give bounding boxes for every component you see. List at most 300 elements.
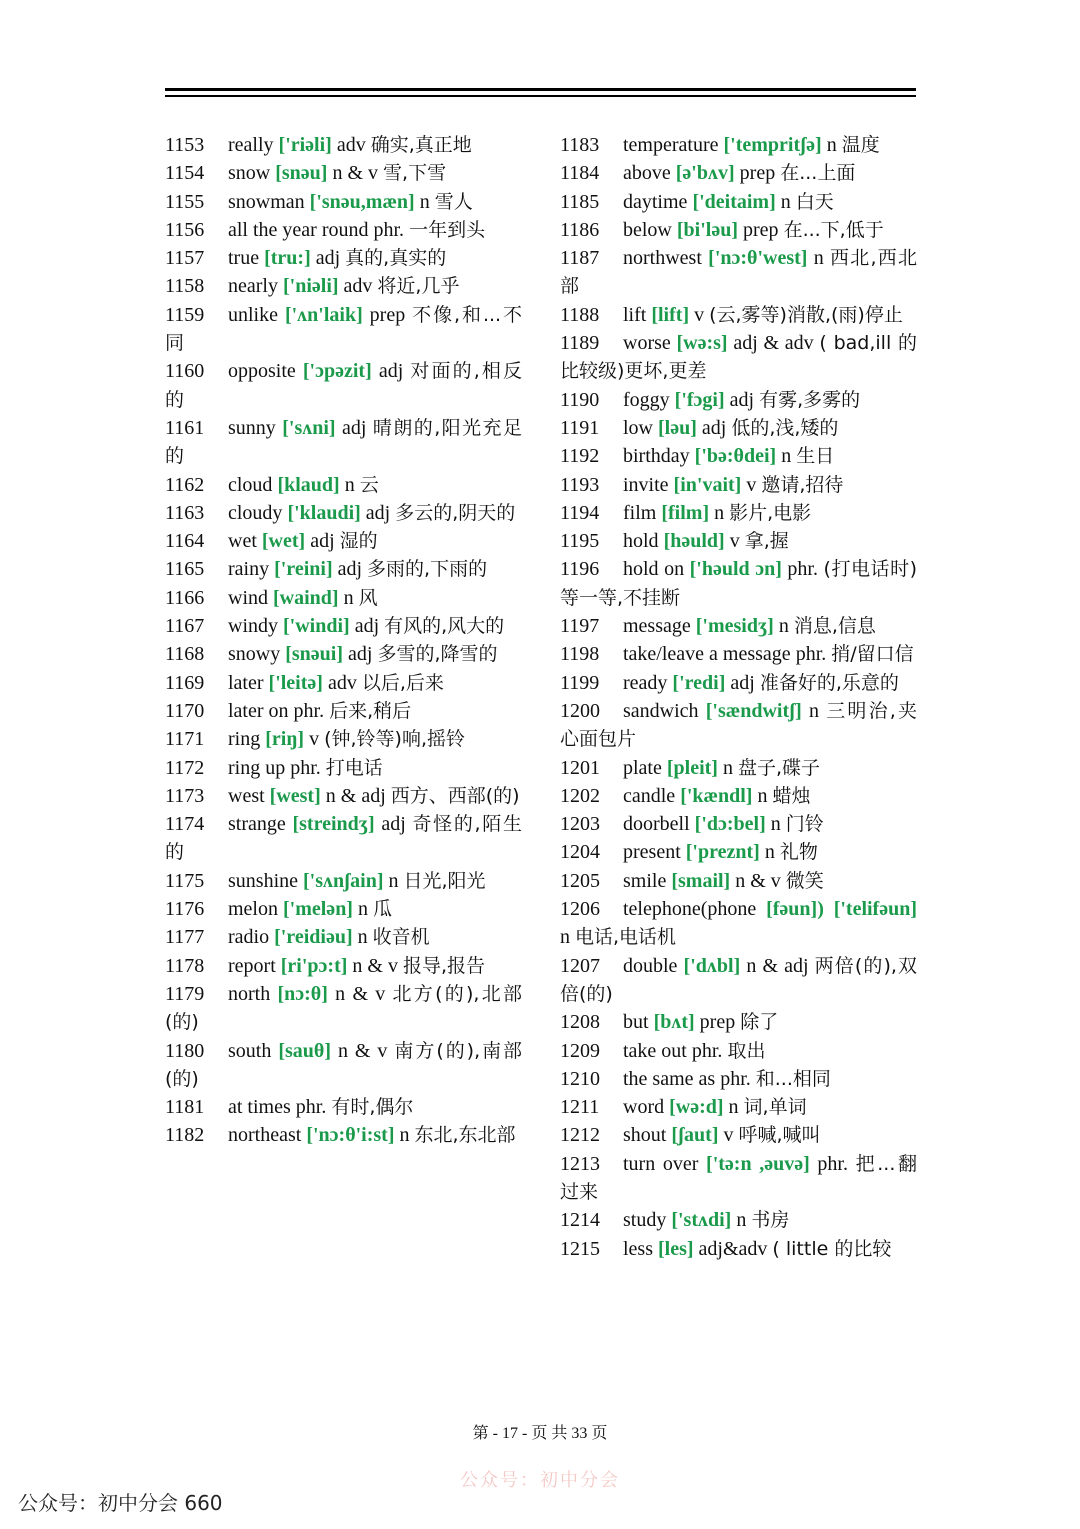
entry-number: 1155 bbox=[165, 190, 205, 213]
entry-pos: n bbox=[419, 190, 430, 213]
entry-meaning: 瓜 bbox=[372, 898, 392, 921]
entry-number: 1192 bbox=[560, 445, 600, 468]
entry-meaning: ( bad,ill 的比较级)更坏,更差 bbox=[560, 332, 918, 383]
entry-number: 1162 bbox=[165, 473, 205, 496]
entry-pos: adj bbox=[730, 671, 755, 694]
entry-number: 1158 bbox=[165, 275, 205, 298]
entry-number: 1206 bbox=[560, 898, 600, 921]
vocab-entry bbox=[165, 725, 522, 753]
vocab-entry bbox=[560, 952, 917, 1009]
entry-phonetic: [nɔ:θ] bbox=[277, 982, 328, 1005]
vocab-entry bbox=[560, 669, 917, 697]
vocab-entry bbox=[560, 640, 917, 668]
entry-phonetic: [bʌt] bbox=[653, 1011, 695, 1034]
entry-pos: v bbox=[729, 530, 740, 553]
entry-phonetic: [həuld] bbox=[663, 530, 725, 553]
entry-word: double bbox=[623, 954, 678, 977]
entry-number: 1188 bbox=[560, 303, 600, 326]
entry-pos: adj bbox=[378, 360, 404, 383]
entry-number: 1190 bbox=[560, 388, 600, 411]
entry-meaning: 电话,电话机 bbox=[575, 926, 677, 949]
entry-pos: n & v bbox=[735, 869, 781, 892]
entry-meaning: 把...翻过来 bbox=[560, 1152, 918, 1203]
entry-word: invite bbox=[623, 473, 669, 496]
entry-meaning: 取出 bbox=[727, 1039, 766, 1062]
vocab-entry bbox=[165, 244, 522, 272]
vocab-entry bbox=[165, 782, 522, 810]
entry-word: at times bbox=[228, 1096, 291, 1119]
entry-word: melon bbox=[228, 898, 278, 921]
entry-meaning: 两倍(的),双倍(的) bbox=[560, 954, 918, 1005]
entry-meaning: 多雨的,下雨的 bbox=[367, 558, 488, 581]
entry-phonetic: [west] bbox=[269, 784, 321, 807]
left-column bbox=[165, 131, 522, 1150]
entry-phonetic: ['mesidʒ] bbox=[695, 615, 774, 638]
vocab-entry bbox=[165, 131, 522, 159]
entry-phonetic: ['riəli] bbox=[278, 134, 332, 156]
entry-phonetic: ['preznt] bbox=[685, 841, 760, 864]
vocab-entry bbox=[165, 357, 522, 414]
entry-phonetic: ['ɔpəzit] bbox=[302, 360, 372, 383]
entry-meaning: 报导,报告 bbox=[402, 954, 486, 977]
watermark-left: 公众号：初中分会 660 bbox=[18, 1491, 223, 1515]
entry-word: take out bbox=[623, 1039, 687, 1062]
vocab-entry bbox=[165, 414, 522, 471]
vocab-entry bbox=[560, 159, 917, 187]
entry-pos: phr. bbox=[795, 643, 827, 666]
entry-number: 1204 bbox=[560, 841, 600, 864]
entry-word: report bbox=[228, 954, 276, 977]
entry-word: rainy bbox=[228, 558, 270, 581]
entry-number: 1161 bbox=[165, 416, 205, 439]
entry-number: 1171 bbox=[165, 728, 205, 751]
entry-meaning: 多雪的,降雪的 bbox=[377, 643, 498, 666]
entry-word: opposite bbox=[228, 360, 296, 383]
vocab-entry bbox=[560, 612, 917, 640]
entry-number: 1172 bbox=[165, 756, 205, 779]
entry-phonetic: ['dʌbl] bbox=[683, 954, 741, 977]
entry-meaning: 真的,真实的 bbox=[345, 247, 447, 270]
entry-phonetic: ['nɔ:θ'west] bbox=[708, 247, 808, 270]
entry-number: 1170 bbox=[165, 699, 205, 722]
vocab-entry bbox=[165, 272, 522, 300]
entry-pos: n bbox=[770, 813, 781, 836]
entry-word: ready bbox=[623, 671, 668, 694]
entry-number: 1185 bbox=[560, 190, 600, 213]
entry-phonetic: ['reidiəu] bbox=[274, 926, 353, 949]
entry-meaning: 礼物 bbox=[779, 841, 818, 864]
entry-number: 1191 bbox=[560, 416, 600, 439]
vocab-entry bbox=[165, 697, 522, 725]
entry-meaning: 温度 bbox=[841, 134, 880, 156]
entry-number: 1201 bbox=[560, 756, 600, 779]
entry-meaning: 门铃 bbox=[785, 813, 824, 836]
entry-number: 1176 bbox=[165, 898, 205, 921]
vocab-entry bbox=[165, 923, 522, 951]
entry-word: low bbox=[623, 416, 653, 439]
entry-number: 1168 bbox=[165, 643, 205, 666]
vocab-entry bbox=[560, 697, 917, 754]
entry-number: 1199 bbox=[560, 671, 600, 694]
entry-number: 1154 bbox=[165, 162, 205, 185]
vocab-entry bbox=[165, 810, 522, 867]
vocab-entry bbox=[560, 216, 917, 244]
entry-pos: n bbox=[826, 134, 837, 156]
entry-meaning: 除了 bbox=[740, 1011, 779, 1034]
entry-meaning: 打电话 bbox=[325, 756, 383, 779]
entry-phonetic: [klaud] bbox=[277, 473, 340, 496]
entry-pos: n & v bbox=[335, 982, 386, 1005]
entry-phonetic: [waind] bbox=[273, 586, 339, 609]
entry-number: 1210 bbox=[560, 1067, 600, 1090]
entry-word: shout bbox=[623, 1124, 667, 1147]
vocab-entry bbox=[165, 640, 522, 668]
entry-meaning: 有雾,多雾的 bbox=[759, 388, 861, 411]
entry-word: message bbox=[623, 615, 691, 638]
vocab-entry bbox=[560, 301, 917, 329]
entry-word: later on bbox=[228, 699, 289, 722]
entry-meaning: 影片,电影 bbox=[729, 501, 812, 524]
entry-word: plate bbox=[623, 756, 662, 779]
entry-word: sunshine bbox=[228, 869, 298, 892]
vocab-entry bbox=[560, 442, 917, 470]
entry-pos: n bbox=[344, 473, 355, 496]
entry-pos: n bbox=[722, 756, 733, 779]
entry-phonetic: [snəu] bbox=[275, 162, 328, 185]
entry-meaning: 不像,和...不同 bbox=[165, 303, 522, 355]
entry-meaning: 蜡烛 bbox=[772, 784, 811, 807]
entry-pos: phr. bbox=[787, 558, 818, 581]
entry-meaning: 东北,东北部 bbox=[414, 1124, 516, 1147]
entry-word: less bbox=[623, 1237, 653, 1260]
entry-pos: adj bbox=[342, 416, 367, 439]
entry-meaning: 在...下,低于 bbox=[783, 218, 884, 241]
entry-number: 1169 bbox=[165, 671, 205, 694]
entry-number: 1178 bbox=[165, 954, 205, 977]
entry-number: 1164 bbox=[165, 530, 205, 553]
entry-pos: adj bbox=[729, 388, 755, 411]
entry-phonetic: ['bə:θdei] bbox=[694, 445, 777, 468]
entry-phonetic: ['klaudi] bbox=[287, 501, 361, 524]
entry-pos: n bbox=[560, 926, 570, 949]
entry-word: really bbox=[228, 134, 274, 156]
entry-pos: n & v bbox=[352, 954, 398, 977]
entry-pos: adj bbox=[310, 530, 335, 553]
vocab-entry bbox=[165, 216, 522, 244]
entry-pos: n bbox=[399, 1124, 410, 1147]
entry-number: 1186 bbox=[560, 218, 600, 241]
vocab-entry bbox=[560, 782, 917, 810]
entry-meaning: 南方(的),南部(的) bbox=[165, 1039, 523, 1090]
entry-pos: prep bbox=[369, 303, 406, 326]
entry-number: 1167 bbox=[165, 615, 205, 638]
entry-word: northwest bbox=[623, 247, 702, 270]
vocab-entry bbox=[560, 1121, 917, 1149]
entry-meaning: 后来,稍后 bbox=[329, 699, 412, 722]
vocab-entry bbox=[165, 159, 522, 187]
entry-word: daytime bbox=[623, 190, 688, 213]
entry-pos: adj bbox=[365, 501, 391, 524]
entry-phonetic: [pleit] bbox=[666, 756, 718, 779]
entry-meaning: 有时,偶尔 bbox=[331, 1096, 414, 1119]
entry-pos: phr. bbox=[373, 218, 405, 241]
right-column bbox=[560, 131, 917, 1263]
entry-word: snowy bbox=[228, 643, 281, 666]
entry-pos: n bbox=[757, 784, 768, 807]
entry-pos: n bbox=[736, 1209, 747, 1232]
entry-word: wind bbox=[228, 586, 268, 609]
vocab-entry bbox=[560, 838, 917, 866]
entry-word: cloud bbox=[228, 473, 273, 496]
entry-pos: adj bbox=[315, 247, 341, 270]
entry-phonetic: [ə'bʌv] bbox=[675, 162, 735, 185]
vocab-entry bbox=[165, 527, 522, 555]
vocab-entry bbox=[560, 499, 917, 527]
entry-number: 1196 bbox=[560, 558, 600, 581]
entry-meaning: (打电话时)等一等,不挂断 bbox=[560, 558, 918, 609]
entry-number: 1180 bbox=[165, 1039, 205, 1062]
entry-number: 1193 bbox=[560, 473, 600, 496]
entry-word: radio bbox=[228, 926, 270, 949]
entry-word: later bbox=[228, 671, 264, 694]
entry-word: study bbox=[623, 1209, 667, 1232]
entry-phonetic: [streindʒ] bbox=[292, 813, 375, 836]
entry-meaning: 晴朗的,阳光充足的 bbox=[165, 416, 522, 468]
vocab-entry bbox=[560, 810, 917, 838]
vocab-entry bbox=[165, 754, 522, 782]
entry-pos: prep bbox=[699, 1011, 736, 1034]
entry-meaning: 拿,握 bbox=[744, 530, 789, 553]
entry-pos: n bbox=[778, 615, 789, 638]
entry-word: sandwich bbox=[623, 699, 699, 722]
entry-meaning: 西方、西部(的) bbox=[390, 784, 520, 807]
entry-phonetic: [ʃaut] bbox=[671, 1124, 719, 1147]
entry-word: take/leave a message bbox=[623, 643, 791, 666]
entry-number: 1209 bbox=[560, 1039, 600, 1062]
entry-word: film bbox=[623, 501, 657, 524]
entry-pos: phr. bbox=[691, 1039, 723, 1062]
vocab-entry bbox=[560, 188, 917, 216]
entry-word: snow bbox=[228, 162, 271, 185]
entry-phonetic: ['stʌdi] bbox=[671, 1209, 732, 1232]
entry-phonetic: [in'vait] bbox=[673, 473, 742, 496]
entry-phonetic: ['sʌnʃain] bbox=[303, 869, 384, 892]
entry-phonetic: ['tempritʃə] bbox=[723, 134, 822, 156]
entry-meaning: 雪,下雪 bbox=[383, 162, 447, 185]
entry-pos: adj bbox=[337, 558, 363, 581]
entry-number: 1187 bbox=[560, 247, 600, 270]
vocab-entry bbox=[560, 555, 917, 612]
entry-number: 1212 bbox=[560, 1124, 600, 1147]
entry-number: 1174 bbox=[165, 813, 205, 836]
entry-pos: n bbox=[780, 190, 791, 213]
entry-number: 1160 bbox=[165, 360, 205, 383]
vocab-entry bbox=[165, 471, 522, 499]
entry-phonetic: ['windi] bbox=[283, 615, 350, 638]
entry-meaning: 西北,西北部 bbox=[560, 247, 918, 298]
entry-word: windy bbox=[228, 615, 278, 638]
entry-number: 1197 bbox=[560, 615, 600, 638]
vocab-entry bbox=[560, 754, 917, 782]
entry-word: foggy bbox=[623, 388, 670, 411]
entry-meaning: 日光,阳光 bbox=[403, 869, 486, 892]
entry-meaning: 以后,后来 bbox=[361, 671, 444, 694]
entry-phonetic: ['niəli] bbox=[282, 275, 339, 298]
entry-number: 1208 bbox=[560, 1011, 600, 1034]
vocab-entry bbox=[560, 244, 917, 301]
entry-meaning: (云,雾等)消散,(雨)停止 bbox=[709, 303, 903, 326]
entry-meaning: 多云的,阴天的 bbox=[395, 501, 516, 524]
entry-number: 1211 bbox=[560, 1096, 600, 1119]
entry-pos: phr. bbox=[720, 1067, 751, 1090]
vocab-entry bbox=[165, 499, 522, 527]
entry-pos: adv bbox=[327, 671, 357, 694]
entry-word: turn over bbox=[623, 1152, 699, 1175]
vocab-entry bbox=[165, 1121, 522, 1149]
vocab-entry bbox=[560, 1150, 917, 1207]
vocab-entry bbox=[560, 471, 917, 499]
vocab-entry bbox=[560, 1037, 917, 1065]
entry-word: above bbox=[623, 162, 671, 185]
entry-number: 1181 bbox=[165, 1096, 205, 1119]
entry-number: 1214 bbox=[560, 1209, 600, 1232]
entry-meaning: ( little 的比较 bbox=[772, 1237, 892, 1260]
entry-pos: n bbox=[357, 898, 368, 921]
entry-meaning: (钟,铃等)响,摇铃 bbox=[324, 728, 466, 751]
entry-pos: n bbox=[728, 1096, 739, 1119]
entry-number: 1173 bbox=[165, 784, 205, 807]
vocab-entry bbox=[560, 1093, 917, 1121]
vocab-entry bbox=[560, 414, 917, 442]
entry-number: 1207 bbox=[560, 954, 600, 977]
entry-meaning: 词,单词 bbox=[743, 1096, 807, 1119]
entry-number: 1182 bbox=[165, 1124, 205, 1147]
entry-word: below bbox=[623, 218, 672, 241]
entry-number: 1202 bbox=[560, 784, 600, 807]
entry-word: wet bbox=[228, 530, 257, 553]
entry-word: north bbox=[228, 982, 271, 1005]
entry-pos: n & adj bbox=[746, 954, 809, 977]
vocab-entry bbox=[165, 301, 522, 358]
entry-meaning: 盘子,碟子 bbox=[737, 756, 821, 779]
entry-number: 1195 bbox=[560, 530, 600, 553]
vocab-entry bbox=[560, 895, 917, 952]
entry-phonetic: [wet] bbox=[261, 530, 306, 553]
entry-number: 1213 bbox=[560, 1152, 600, 1175]
vocab-entry bbox=[165, 188, 522, 216]
entry-pos: adj bbox=[354, 615, 380, 638]
entry-meaning: 湿的 bbox=[339, 530, 378, 553]
entry-number: 1165 bbox=[165, 558, 205, 581]
header-rule-thick bbox=[165, 88, 916, 91]
entry-number: 1163 bbox=[165, 501, 205, 524]
entry-word: unlike bbox=[228, 303, 278, 326]
entry-word: snowman bbox=[228, 190, 305, 213]
entry-word: doorbell bbox=[623, 813, 690, 836]
entry-pos: v bbox=[746, 473, 757, 496]
entry-meaning: 一年到头 bbox=[409, 218, 486, 241]
vocab-entry bbox=[165, 895, 522, 923]
entry-phonetic: [tru:] bbox=[264, 247, 311, 270]
entry-phonetic: ['nɔ:θ'i:st] bbox=[306, 1124, 395, 1147]
entry-pos: prep bbox=[743, 218, 779, 241]
entry-number: 1189 bbox=[560, 332, 600, 355]
entry-pos: adj bbox=[381, 813, 406, 836]
entry-pos: adj bbox=[348, 643, 373, 666]
entry-meaning: 奇怪的,陌生的 bbox=[165, 813, 522, 864]
entry-phonetic: ['sʌni] bbox=[282, 416, 336, 439]
entry-word: worse bbox=[623, 332, 671, 355]
entry-word: but bbox=[623, 1011, 649, 1034]
vocab-entry bbox=[165, 1037, 522, 1094]
entry-number: 1184 bbox=[560, 162, 600, 185]
entry-phonetic: ['redi] bbox=[672, 671, 726, 694]
entry-pos: phr. bbox=[817, 1152, 848, 1175]
vocab-entry bbox=[560, 1008, 917, 1036]
entry-pos: n & v bbox=[332, 162, 379, 185]
vocab-entry bbox=[165, 952, 522, 980]
entry-word: birthday bbox=[623, 445, 690, 468]
entry-pos: n bbox=[813, 247, 824, 270]
vocab-entry bbox=[165, 867, 522, 895]
entry-phonetic: [ləu] bbox=[658, 416, 697, 439]
vocab-entry bbox=[165, 584, 522, 612]
entry-word: northeast bbox=[228, 1124, 302, 1147]
entry-number: 1205 bbox=[560, 869, 600, 892]
entry-meaning: 生日 bbox=[796, 445, 835, 468]
entry-pos: n bbox=[714, 501, 725, 524]
entry-meaning: 捎/留口信 bbox=[831, 643, 914, 666]
entry-meaning: 白天 bbox=[795, 190, 834, 213]
entry-pos: n bbox=[809, 699, 820, 722]
entry-meaning: 微笑 bbox=[785, 869, 824, 892]
entry-word: nearly bbox=[228, 275, 278, 298]
header-rule-thin bbox=[165, 95, 916, 97]
entry-word: candle bbox=[623, 784, 676, 807]
page-footer: 第 - 17 - 页 共 33 页 bbox=[472, 1425, 608, 1442]
entry-word: all the year round bbox=[228, 218, 369, 241]
entry-meaning: 收音机 bbox=[372, 926, 430, 949]
entry-pos: n bbox=[388, 869, 399, 892]
entry-pos: adv bbox=[343, 275, 373, 298]
vocab-entry bbox=[165, 1093, 522, 1121]
entry-phonetic: [riŋ] bbox=[265, 728, 305, 751]
entry-phonetic: [snəui] bbox=[285, 643, 344, 666]
entry-number: 1177 bbox=[165, 926, 205, 949]
vocab-entry bbox=[560, 867, 917, 895]
entry-word: smile bbox=[623, 869, 667, 892]
entry-pos: prep bbox=[739, 162, 776, 185]
vocab-entry bbox=[560, 329, 917, 386]
entry-word: telephone(phone bbox=[623, 898, 757, 921]
entry-word: cloudy bbox=[228, 501, 283, 524]
entry-meaning: 和...相同 bbox=[755, 1067, 831, 1090]
entry-phonetic: [sauθ] bbox=[278, 1039, 331, 1062]
entry-meaning: 将近,几乎 bbox=[377, 275, 460, 298]
entry-number: 1159 bbox=[165, 303, 205, 326]
entry-phonetic: [fəun]) ['telifəun] bbox=[766, 898, 918, 921]
entry-number: 1153 bbox=[165, 134, 205, 156]
entry-phonetic: ['deitaim] bbox=[692, 190, 776, 213]
entry-word: word bbox=[623, 1096, 665, 1119]
entry-meaning: 呼喊,喊叫 bbox=[738, 1124, 821, 1147]
entry-meaning: 有风的,风大的 bbox=[384, 615, 505, 638]
entry-meaning: 对面的,相反的 bbox=[165, 360, 522, 411]
vocab-entry bbox=[560, 131, 917, 159]
vocab-entry bbox=[560, 1065, 917, 1093]
entry-meaning: 雪人 bbox=[434, 190, 473, 213]
entry-number: 1200 bbox=[560, 699, 600, 722]
